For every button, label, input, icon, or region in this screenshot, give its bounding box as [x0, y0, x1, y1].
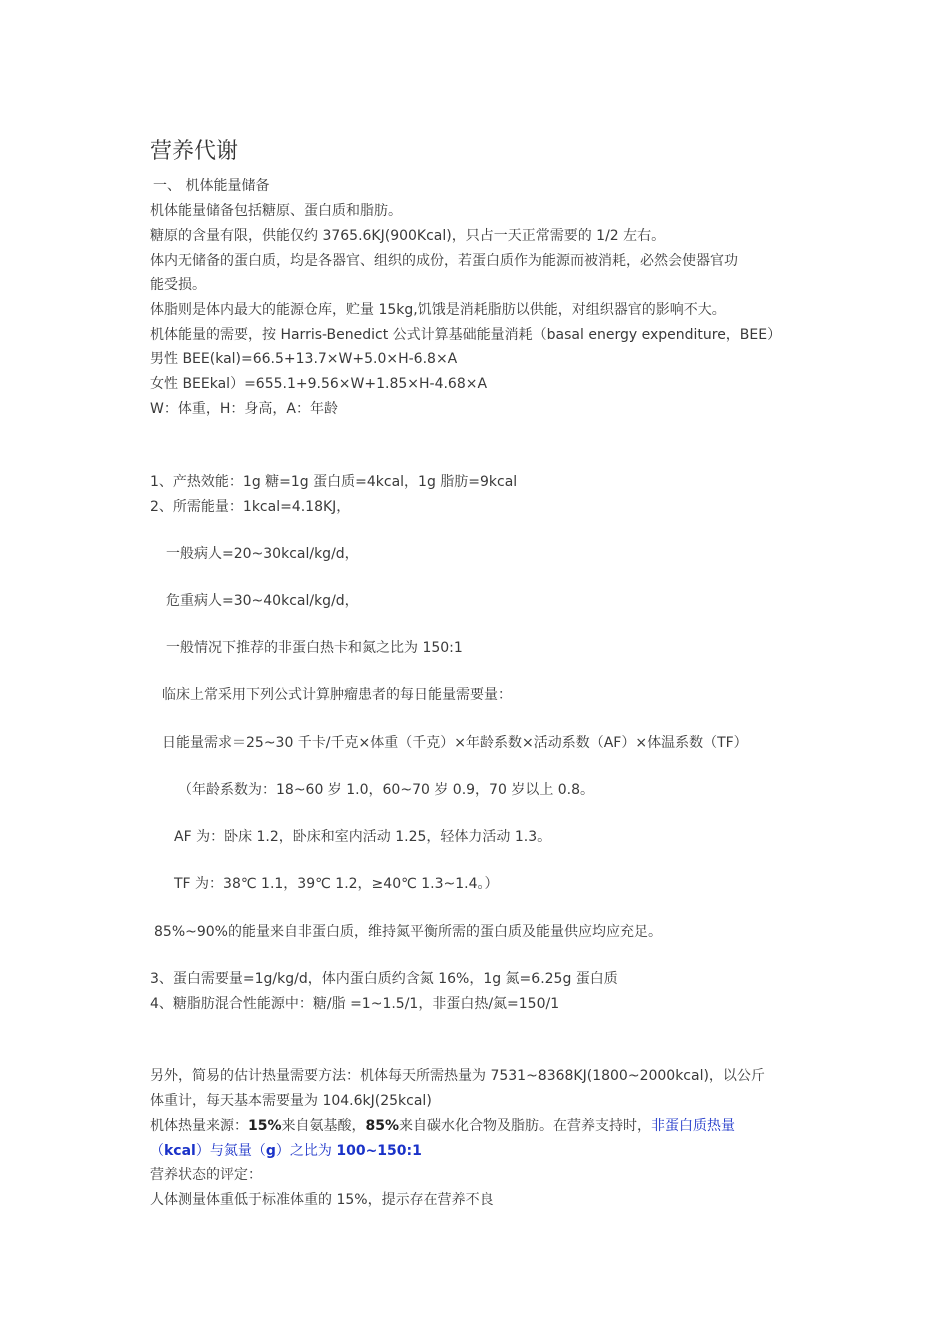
highlight-text: ）之比为 — [275, 1143, 337, 1159]
highlight-unit-kcal: kcal — [164, 1143, 196, 1159]
paragraph-line: 85%~90%的能量来自非蛋白质，维持氮平衡所需的蛋白质及能量供应均应充足。 — [154, 924, 662, 940]
paragraph-line: TF 为：38℃ 1.1，39℃ 1.2，≥40℃ 1.3~1.4。） — [174, 876, 499, 892]
paragraph-line: （年龄系数为：18~60 岁 1.0，60~70 岁 0.9，70 岁以上 0.8。 — [178, 782, 595, 798]
highlight-text: ）与氮量（ — [195, 1143, 266, 1159]
carb-fat-text: 来自碳水化合物及脂肪。在营养支持时， — [399, 1118, 652, 1134]
section-heading: 一、 机体能量储备 — [153, 178, 270, 194]
paragraph-line: 一般情况下推荐的非蛋白热卡和氮之比为 150:1 — [166, 640, 463, 656]
highlight-unit-g: g — [265, 1143, 276, 1159]
energy-ratio-line — [150, 1141, 422, 1161]
paragraph-line: 体脂则是体内最大的能源仓库，贮量 15kg,饥饿是消耗脂肪以供能，对组织器官的影响不大。 — [150, 302, 726, 318]
paragraph-line: 另外，简易的估计热量需要方法：机体每天所需热量为 7531~8368KJ(1800~2000kcal)，以公斤 — [150, 1068, 765, 1084]
formula-line: 日能量需求＝25~30 千卡/千克×体重（千克）×年龄系数×活动系数（AF）×体温系数（TF） — [162, 735, 748, 751]
protein-text: 来自氨基酸， — [281, 1118, 366, 1134]
paragraph-line: 体内无储备的蛋白质，均是各器官、组织的成份，若蛋白质作为能源而被消耗，必然会使器官功 — [150, 253, 738, 269]
paragraph-line: 危重病人=30~40kcal/kg/d， — [166, 593, 359, 609]
formula-line: 女性 BEEkal）=655.1+9.56×W+1.85×H-4.68×A — [150, 376, 488, 392]
paragraph-line: AF 为：卧床 1.2，卧床和室内活动 1.25，轻体力活动 1.3。 — [174, 829, 552, 845]
list-item: 1、产热效能：1g 糖=1g 蛋白质=4kcal，1g 脂肪=9kcal — [150, 474, 518, 490]
list-item: 4、糖脂肪混合性能源中：糖/脂 =1~1.5/1，非蛋白热/氮=150/1 — [150, 996, 560, 1012]
highlight-text: （ — [150, 1143, 164, 1159]
energy-source-line — [150, 1116, 735, 1136]
paragraph-line: 临床上常采用下列公式计算肿瘤患者的每日能量需要量： — [162, 687, 512, 703]
list-item: 2、所需能量：1kcal=4.18KJ， — [150, 499, 351, 515]
paragraph-line: W：体重，H：身高，A：年龄 — [150, 401, 338, 417]
paragraph-line: 体重计，每天基本需要量为 104.6kJ(25kcal) — [150, 1093, 432, 1109]
paragraph-line: 人体测量体重低于标准体重的 15%，提示存在营养不良 — [150, 1192, 494, 1208]
paragraph-line: 一般病人=20~30kcal/kg/d， — [166, 546, 359, 562]
list-item: 3、蛋白需要量=1g/kg/d，体内蛋白质约含氮 16%，1g 氮=6.25g 蛋白质 — [150, 971, 618, 987]
paragraph-line: 糖原的含量有限，供能仅约 3765.6KJ(900Kcal)，只占一天正常需要的 1/2 左右。 — [150, 228, 666, 244]
highlight-text: 非蛋白质热量 — [651, 1118, 736, 1134]
formula-line: 男性 BEE(kal)=66.5+13.7×W+5.0×H-6.8×A — [150, 351, 458, 367]
paragraph-line: 能受损。 — [150, 277, 206, 293]
paragraph-line: 机体能量储备包括糖原、蛋白质和脂肪。 — [150, 203, 402, 219]
highlight-ratio: 100~150:1 — [336, 1143, 422, 1159]
paragraph-line: 机体能量的需要，按 Harris-Benedict 公式计算基础能量消耗（basal energy expenditure，BEE） — [150, 327, 782, 343]
paragraph-line: 营养状态的评定： — [150, 1167, 262, 1183]
carb-fat-percent: 85% — [365, 1118, 400, 1134]
energy-source-prefix: 机体热量来源： — [150, 1118, 248, 1134]
protein-percent: 15% — [248, 1118, 282, 1134]
page-title: 营养代谢 — [150, 139, 239, 164]
